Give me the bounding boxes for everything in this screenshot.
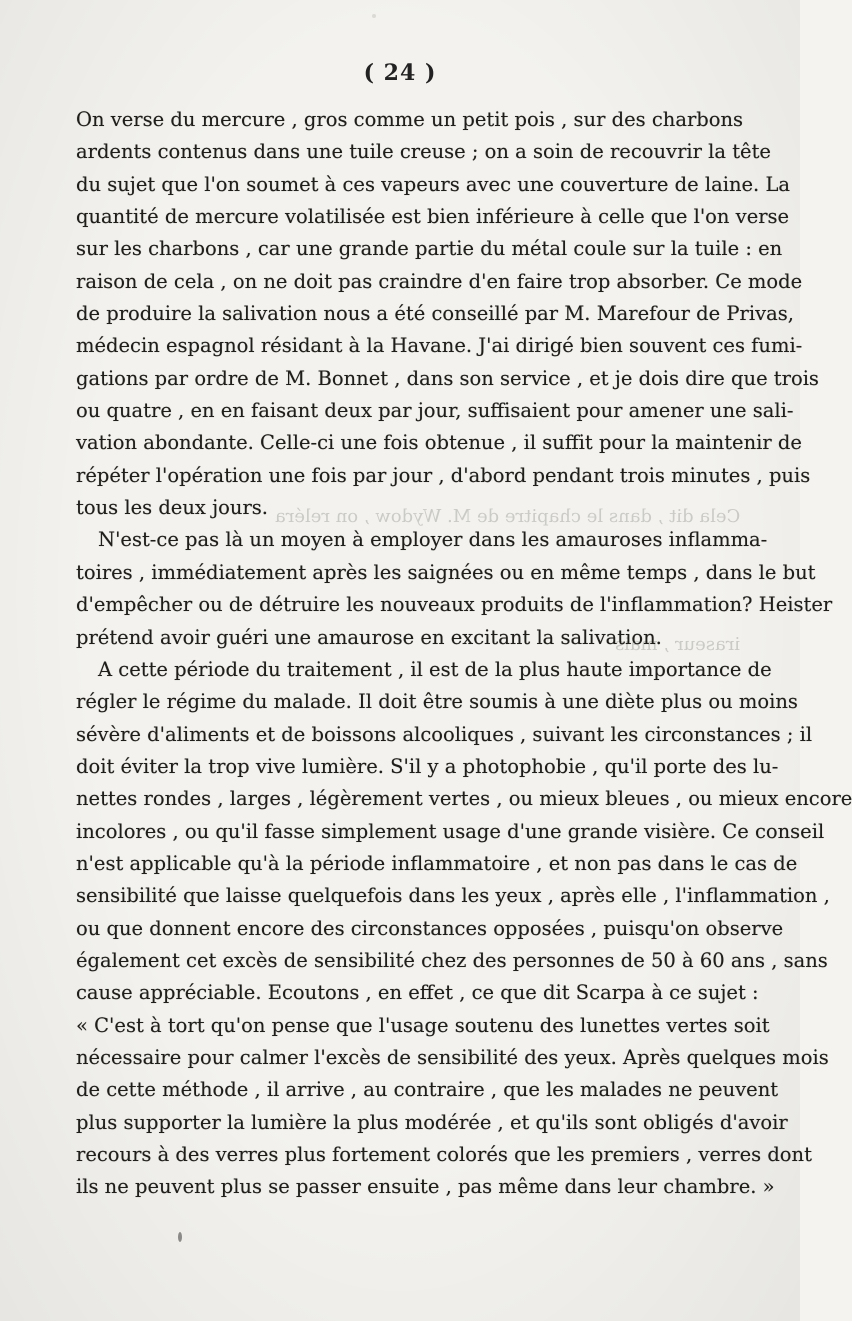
text-line: ils ne peuvent plus se passer ensuite , pas même dans leur chambre. » [76,1175,775,1199]
text-line: ou quatre , en en faisant deux par jour, suffisaient pour amener une sali- [76,399,794,423]
ink-speck [178,1232,182,1242]
text-line: incolores , ou qu'il fasse simplement usage d'une grande visière. Ce conseil [76,819,825,843]
text-line: d'empêcher ou de détruire les nouveaux produits de l'inflammation? Heister [76,593,833,617]
show-through-text: iraseur , mais [614,634,740,655]
text-line: de cette méthode , il arrive , au contraire , que les malades ne peuvent [76,1078,779,1102]
text-line: sensibilité que laisse quelquefois dans les yeux , après elle , l'inflammation , [76,884,830,908]
text-line: nécessaire pour calmer l'excès de sensibilité des yeux. Après quelques mois [76,1045,829,1069]
show-through-text: Cela dit , dans le chapitre de M. Wydow , on reléra [274,506,740,527]
text-line: « C'est à tort qu'on pense que l'usage soutenu des lunettes vertes soit [76,1013,770,1037]
text-line: médecin espagnol résidant à la Havane. J'ai dirigé bien souvent ces fumi- [76,334,803,358]
text-line: nettes rondes , larges , légèrement vertes , ou mieux bleues , ou mieux encore [76,787,852,811]
body-text [76,104,852,1204]
text-line: raison de cela , on ne doit pas craindre d'en faire trop absorber. Ce mode [76,269,803,293]
text-line: sévère d'aliments et de boissons alcooliques , suivant les circonstances ; il [76,722,813,746]
page-number: ( 24 ) [363,60,437,86]
text-line: régler le régime du malade. Il doit être soumis à une diète plus ou moins [76,690,798,714]
text-line: du sujet que l'on soumet à ces vapeurs avec une couverture de laine. La [76,172,791,196]
text-line: plus supporter la lumière la plus modérée , et qu'ils sont obligés d'avoir [76,1110,788,1134]
text-line: A cette période du traitement , il est de la plus haute importance de [98,657,772,681]
text-line: recours à des verres plus fortement colorés que les premiers , verres dont [76,1143,812,1166]
text-line: répéter l'opération une fois par jour , d'abord pendant trois minutes , puis [76,463,811,487]
text-line: toires , immédiatement après les saignées ou en même temps , dans le but [76,560,816,584]
text-line: ou que donnent encore des circonstances opposées , puisqu'on observe [76,916,784,940]
ink-speck [372,14,376,18]
text-line: tous les deux jours. [76,496,268,520]
text-line: N'est-ce pas là un moyen à employer dans les amauroses inflamma- [98,528,768,552]
text-line: de produire la salivation nous a été conseillé par M. Marefour de Privas, [76,302,794,326]
text-line: n'est applicable qu'à la période inflammatoire , et non pas dans le cas de [76,851,798,875]
text-line: doit éviter la trop vive lumière. S'il y a photophobie , qu'il porte des lu- [76,754,779,778]
text-line: sur les charbons , car une grande partie du métal coule sur la tuile : en [76,237,783,261]
text-line: prétend avoir guéri une amaurose en excitant la salivation. [76,625,662,649]
text-line: vation abondante. Celle-ci une fois obtenue , il suffit pour la maintenir de [76,431,802,455]
text-line: On verse du mercure , gros comme un petit pois , sur des charbons [76,108,744,131]
text-line: quantité de mercure volatilisée est bien inférieure à celle que l'on verse [76,205,790,229]
text-line: également cet excès de sensibilité chez des personnes de 50 à 60 ans , sans [76,948,828,972]
text-line: ardents contenus dans une tuile creuse ; on a soin de recouvrir la tête [76,140,771,164]
text-line: gations par ordre de M. Bonnet , dans son service , et je dois dire que trois [76,366,819,390]
text-line: cause appréciable. Ecoutons , en effet , ce que dit Scarpa à ce sujet : [76,981,759,1005]
